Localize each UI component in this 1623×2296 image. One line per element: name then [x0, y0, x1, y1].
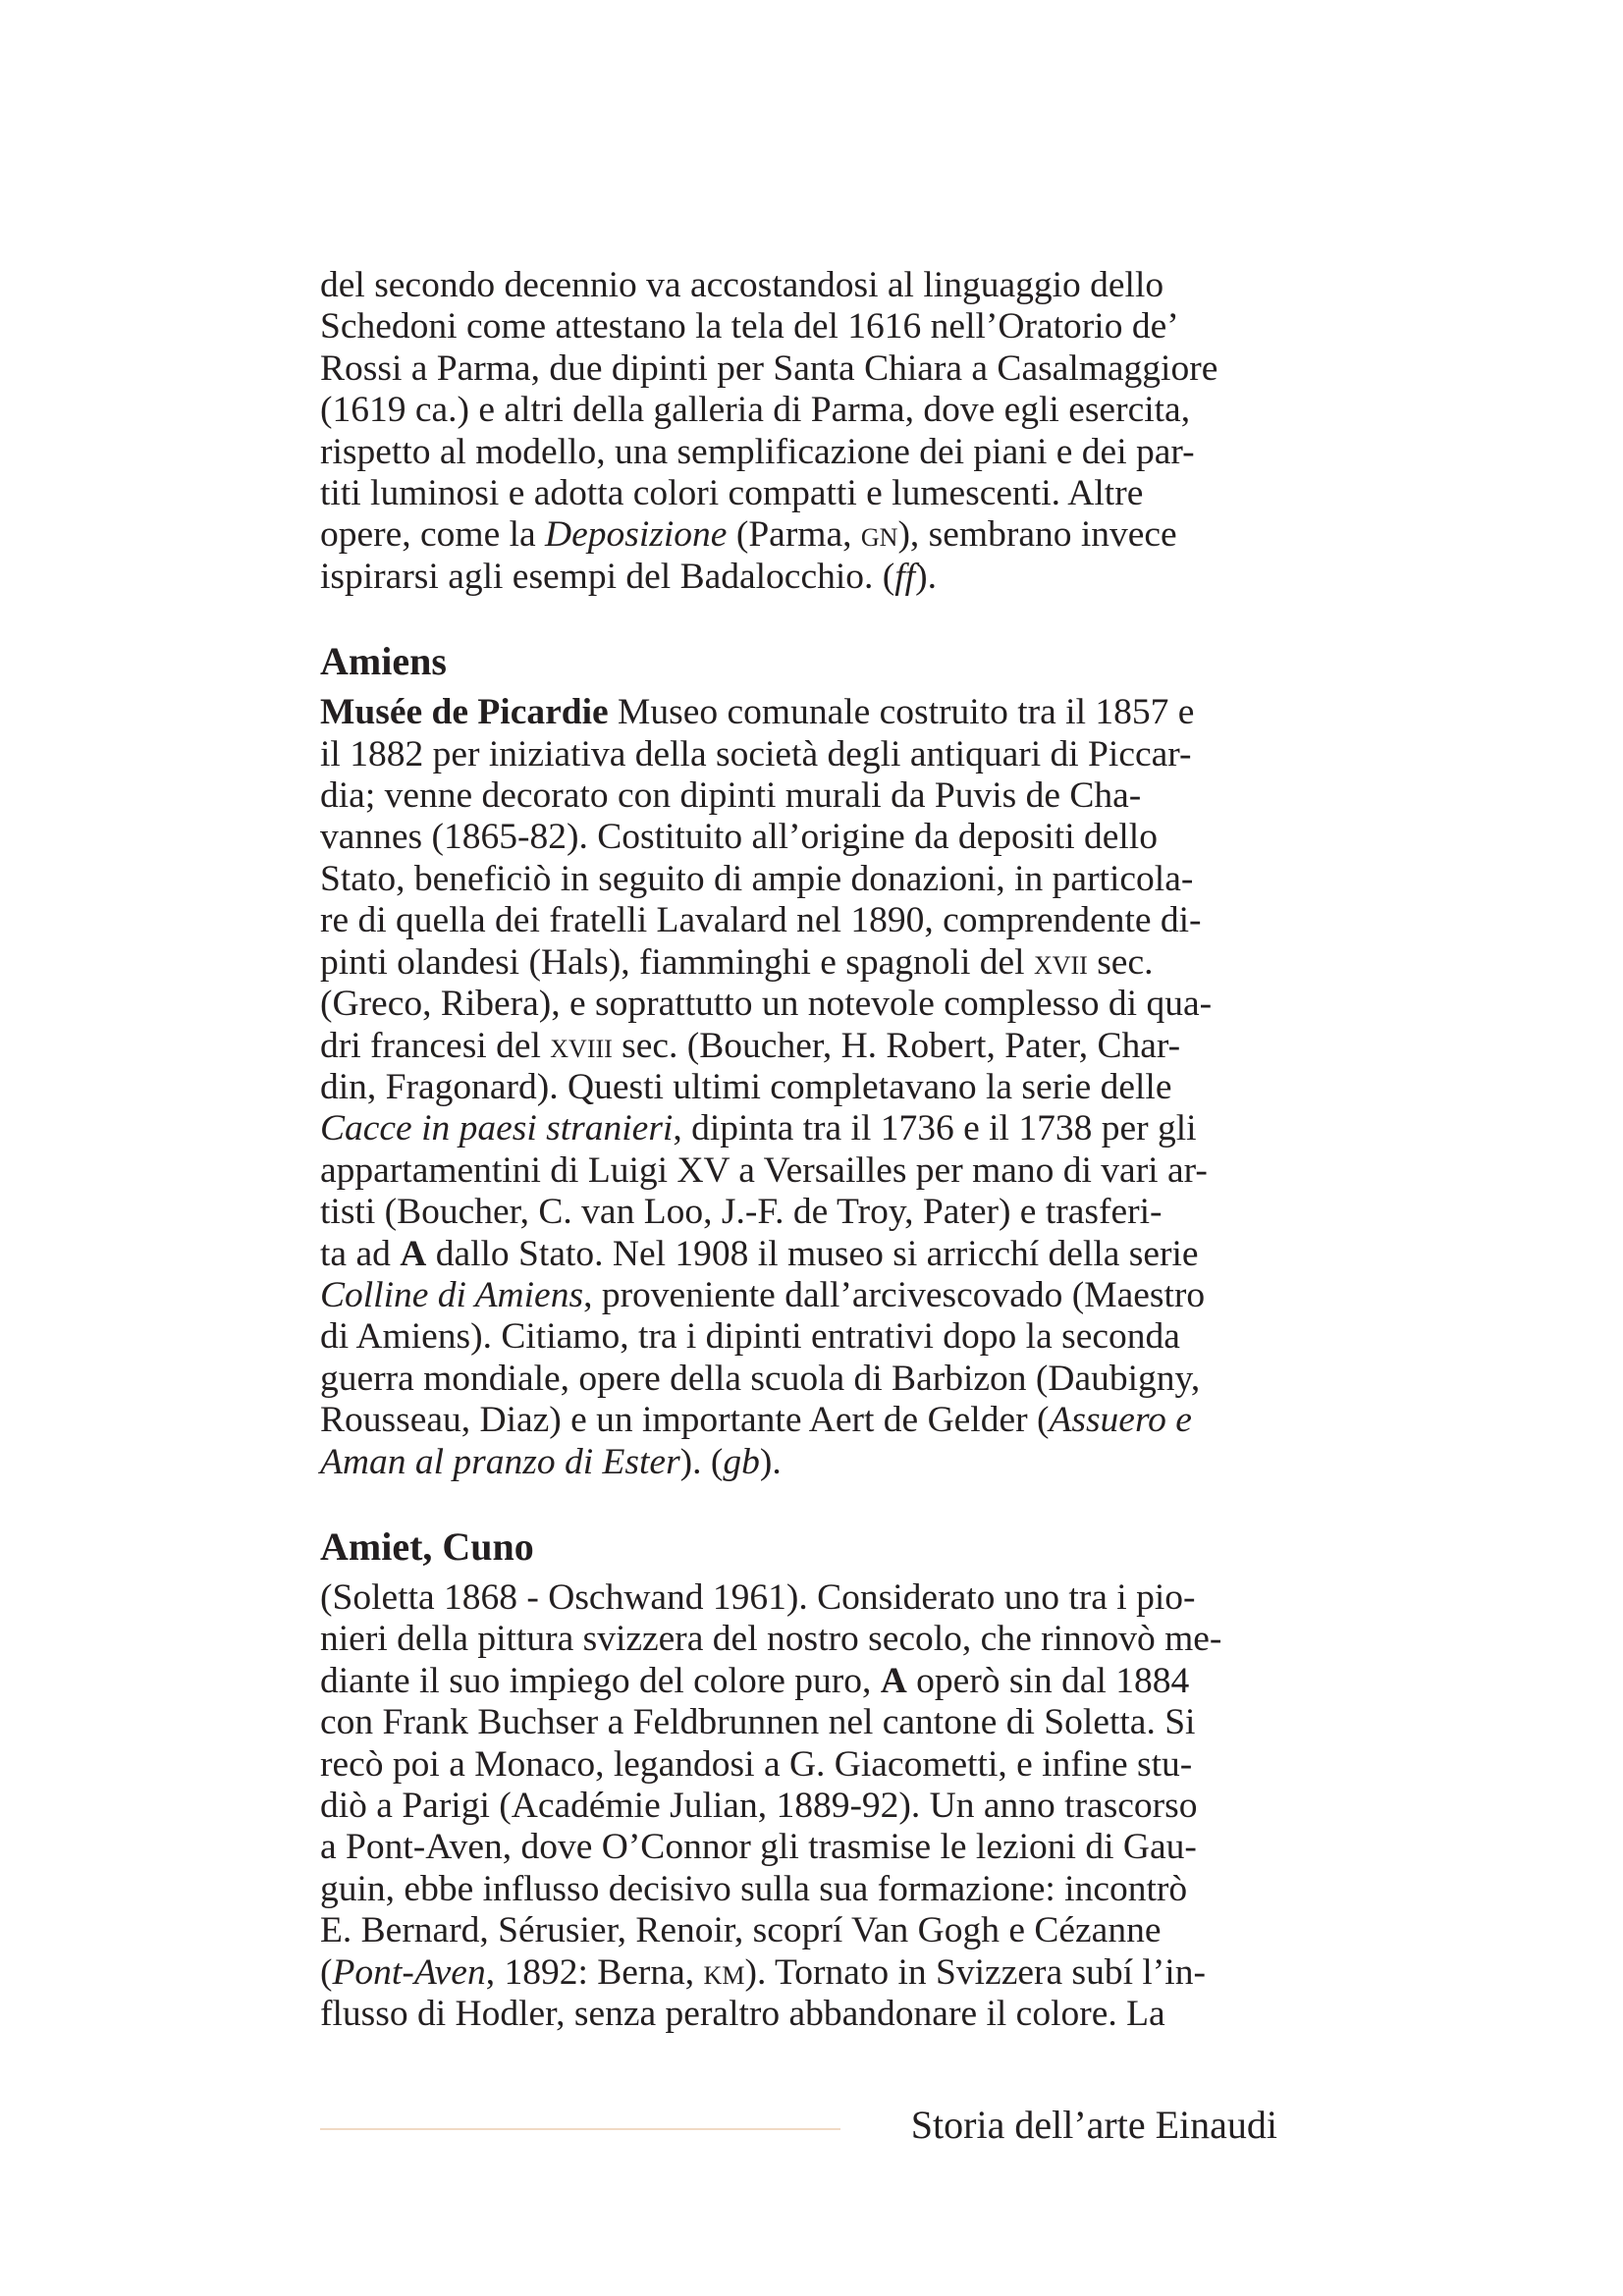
text-line: Stato, beneficiò in seguito di ampie donazioni, in particola- [320, 858, 1194, 899]
text-line: titi luminosi e adotta colori compatti e lumescenti. Altre [320, 473, 1144, 514]
artwork-title: Deposizione [545, 514, 728, 556]
text-line: diò a Parigi (Académie Julian, 1889-92). Un anno trascorso [320, 1786, 1198, 1826]
text-run: sec. [1087, 941, 1154, 983]
abbreviation: km [703, 1951, 745, 1993]
text-run: ). [759, 1441, 782, 1482]
text-line: tisti (Boucher, C. van Loo, J.-F. de Troy, Pater) e trasferi- [320, 1192, 1163, 1233]
text-run: ). Tornato in Svizzera subí l’in- [744, 1951, 1206, 1993]
intro-paragraph [320, 265, 1277, 598]
century-numeral: xvii [1033, 941, 1088, 983]
text-run: dallo Stato. Nel 1908 il museo si arricchí della serie [426, 1233, 1199, 1274]
page-content [320, 265, 1277, 2035]
footer-rule [320, 2128, 840, 2130]
text-run: pinti olandesi (Hals), fiamminghi e spagnoli del [320, 941, 1034, 983]
text-line: guerra mondiale, opere della scuola di Barbizon (Daubigny, [320, 1358, 1201, 1399]
text-line: recò poi a Monaco, legandosi a G. Giacometti, e infine stu- [320, 1743, 1193, 1785]
text-run: ). ( [679, 1441, 724, 1482]
text-run: , proveniente dall’arcivescovado (Maestro [583, 1274, 1206, 1315]
text-line [320, 1661, 1277, 1702]
text-line [320, 692, 1277, 733]
text-run: ). [915, 556, 937, 597]
text-line [320, 1442, 1277, 1483]
text-line: di Amiens). Citiamo, tra i dipinti entrativi dopo la seconda [320, 1316, 1180, 1358]
century-numeral: xviii [550, 1025, 613, 1066]
text-run: sec. (Boucher, H. Robert, Pater, Char- [612, 1025, 1181, 1066]
subentry-title: Musée de Picardie [320, 692, 609, 733]
text-line: del secondo decennio va accostandosi al linguaggio dello [320, 265, 1164, 305]
text-run: Rousseau, Diaz) e un importante Aert de Gelder ( [320, 1400, 1050, 1441]
text-run: ta ad [320, 1233, 401, 1274]
abbreviation: gn [860, 514, 898, 556]
text-run: , 1892: Berna, [485, 1951, 704, 1993]
text-line: (Soletta 1868 - Oschwand 1961). Considerato uno tra i pio- [320, 1576, 1196, 1618]
text-line [320, 1026, 1277, 1067]
text-line: il 1882 per iniziativa della società degli antiquari di Piccar- [320, 733, 1192, 774]
text-line [320, 1400, 1277, 1441]
text-line [320, 557, 1277, 598]
artwork-title: Pont-Aven [332, 1951, 486, 1993]
text-line: dia; venne decorato con dipinti murali da Puvis de Cha- [320, 775, 1142, 817]
author-initials: gb [723, 1441, 760, 1482]
text-line [320, 1234, 1277, 1275]
artwork-title: Colline di Amiens [320, 1274, 584, 1315]
text-run: ( [320, 1951, 333, 1993]
text-line: flusso di Hodler, senza peraltro abbandonare il colore. La [320, 1994, 1165, 2035]
text-line: E. Bernard, Sérusier, Renoir, scoprí Van Gogh e Cézanne [320, 1910, 1162, 1951]
text-line [320, 1275, 1277, 1316]
text-line: con Frank Buchser a Feldbrunnen nel cantone di Soletta. Si [320, 1702, 1196, 1743]
text-line: rispetto al modello, una semplificazione dei piani e dei par- [320, 431, 1195, 472]
entry-abbreviation: A [400, 1233, 427, 1274]
text-run: operò sin dal 1884 [906, 1660, 1190, 1701]
text-line: vannes (1865-82). Costituito all’origine da depositi dello [320, 817, 1158, 858]
text-run: ispirarsi agli esempi del Badalocchio. ( [320, 556, 895, 597]
text-line [320, 514, 1277, 556]
text-run: (Parma, [727, 514, 861, 556]
artwork-title: Aman al pranzo di Ester [320, 1441, 680, 1482]
text-line: re di quella dei fratelli Lavalard nel 1890, comprendente di- [320, 900, 1202, 941]
entry-heading-amiet: Amiet, Cuno [320, 1523, 534, 1569]
text-run: diante il suo impiego del colore puro, [320, 1660, 881, 1701]
artwork-title: Cacce in paesi stranieri [320, 1108, 674, 1149]
text-run: Museo comunale costruito tra il 1857 e [608, 692, 1195, 733]
text-line: nieri della pittura svizzera del nostro secolo, che rinnovò me- [320, 1619, 1222, 1660]
text-line: Rossi a Parma, due dipinti per Santa Chiara a Casalmaggiore [320, 347, 1218, 389]
text-line [320, 1108, 1277, 1149]
text-line: a Pont-Aven, dove O’Connor gli trasmise le lezioni di Gau- [320, 1827, 1197, 1868]
amiet-paragraph [320, 1577, 1277, 2035]
text-run: dri francesi del [320, 1025, 551, 1066]
artwork-title: Assuero e [1049, 1400, 1192, 1441]
amiens-paragraph [320, 692, 1277, 1483]
page-footer [320, 2101, 1277, 2150]
text-line [320, 942, 1277, 984]
entry-abbreviation: A [880, 1660, 907, 1701]
text-run: opere, come la [320, 514, 546, 556]
text-run: ), sembrano invece [897, 514, 1177, 556]
text-line [320, 1952, 1277, 1994]
footer-title: Storia dell’arte Einaudi [910, 2103, 1277, 2147]
entry-heading-amiens: Amiens [320, 639, 447, 684]
text-line: guin, ebbe influsso decisivo sulla sua formazione: incontrò [320, 1868, 1188, 1909]
text-line: appartamentini di Luigi XV a Versailles per mano di vari ar- [320, 1149, 1208, 1191]
text-run: , dipinta tra il 1736 e il 1738 per gli [673, 1108, 1197, 1149]
text-line: (1619 ca.) e altri della galleria di Parma, dove egli esercita, [320, 390, 1191, 431]
text-line: Schedoni come attestano la tela del 1616 nell’Oratorio de’ [320, 306, 1179, 347]
text-line: din, Fragonard). Questi ultimi completavano la serie delle [320, 1066, 1172, 1107]
author-initials: ff [894, 556, 916, 597]
text-line: (Greco, Ribera), e soprattutto un notevole complesso di qua- [320, 984, 1213, 1025]
